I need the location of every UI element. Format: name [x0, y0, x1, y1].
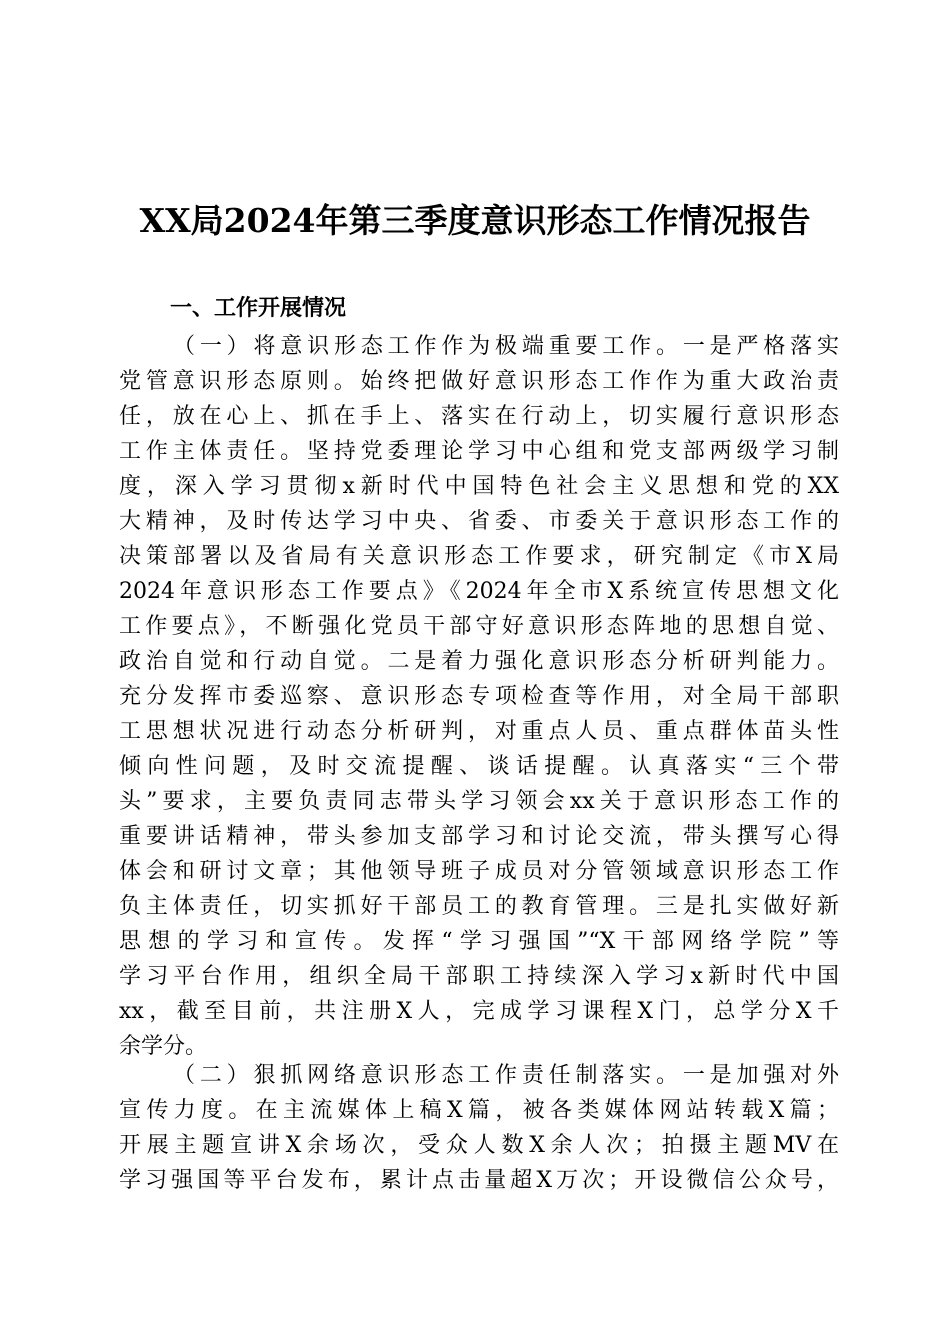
paragraph-line: 体会和研讨文章；其他领导班子成员对分管领域意识形态工作	[119, 859, 839, 884]
paragraph-line: 倾向性问题，及时交流提醒、谈话提醒。认真落实“三个带	[119, 754, 839, 779]
paragraph-line: 工作要点》，不断强化党员干部守好意识形态阵地的思想自觉、	[119, 614, 839, 639]
paragraph-line: （二）狠抓网络意识形态工作责任制落实。一是加强对外	[173, 1063, 839, 1088]
paragraph-line: 决策部署以及省局有关意识形态工作要求，研究制定《市X局	[119, 544, 839, 569]
paragraph-line: 工作主体责任。坚持党委理论学习中心组和党支部两级学习制	[119, 439, 839, 464]
paragraph-1	[119, 329, 839, 1064]
paragraph-line: 负主体责任，切实抓好干部员工的教育管理。三是扎实做好新	[119, 894, 839, 919]
paragraph-line: 充分发挥市委巡察、意识形态专项检查等作用，对全局干部职	[119, 684, 839, 709]
paragraph-line: 余学分。	[119, 1034, 208, 1059]
paragraph-2	[119, 1058, 839, 1198]
paragraph-line: 度，深入学习贯彻x新时代中国特色社会主义思想和党的XX	[119, 474, 839, 499]
paragraph-line: 开展主题宣讲X余场次，受众人数X余人次；拍摄主题MV在	[119, 1133, 839, 1158]
paragraph-line: xx，截至目前，共注册X人，完成学习课程X门，总学分X千	[119, 999, 839, 1024]
paragraph-line: 头”要求，主要负责同志带头学习领会xx关于意识形态工作的	[119, 789, 839, 814]
paragraph-line: 大精神，及时传达学习中央、省委、市委关于意识形态工作的	[119, 509, 839, 534]
paragraph-line: 思想的学习和宣传。发挥“学习强国”“X干部网络学院”等	[119, 929, 839, 954]
paragraph-line: 重要讲话精神，带头参加支部学习和讨论交流，带头撰写心得	[119, 824, 839, 849]
paragraph-line: 学习强国等平台发布，累计点击量超X万次；开设微信公众号，	[119, 1168, 839, 1193]
paragraph-line: 2024年意识形态工作要点》《2024年全市X系统宣传思想文化	[119, 579, 839, 604]
paragraph-line: 政治自觉和行动自觉。二是着力强化意识形态分析研判能力。	[119, 649, 839, 674]
paragraph-line: 工思想状况进行动态分析研判，对重点人员、重点群体苗头性	[119, 719, 839, 744]
paragraph-line: （一）将意识形态工作作为极端重要工作。一是严格落实	[173, 334, 839, 359]
paragraph-line: 党管意识形态原则。始终把做好意识形态工作作为重大政治责	[119, 369, 839, 394]
paragraph-line: 学习平台作用，组织全局干部职工持续深入学习x新时代中国	[119, 964, 839, 989]
section-heading: 一、工作开展情况	[170, 296, 347, 321]
paragraph-line: 任，放在心上、抓在手上、落实在行动上，切实履行意识形态	[119, 404, 839, 429]
document-title: XX局2024年第三季度意识形态工作情况报告	[139, 201, 811, 240]
paragraph-line: 宣传力度。在主流媒体上稿X篇，被各类媒体网站转载X篇；	[119, 1098, 839, 1123]
